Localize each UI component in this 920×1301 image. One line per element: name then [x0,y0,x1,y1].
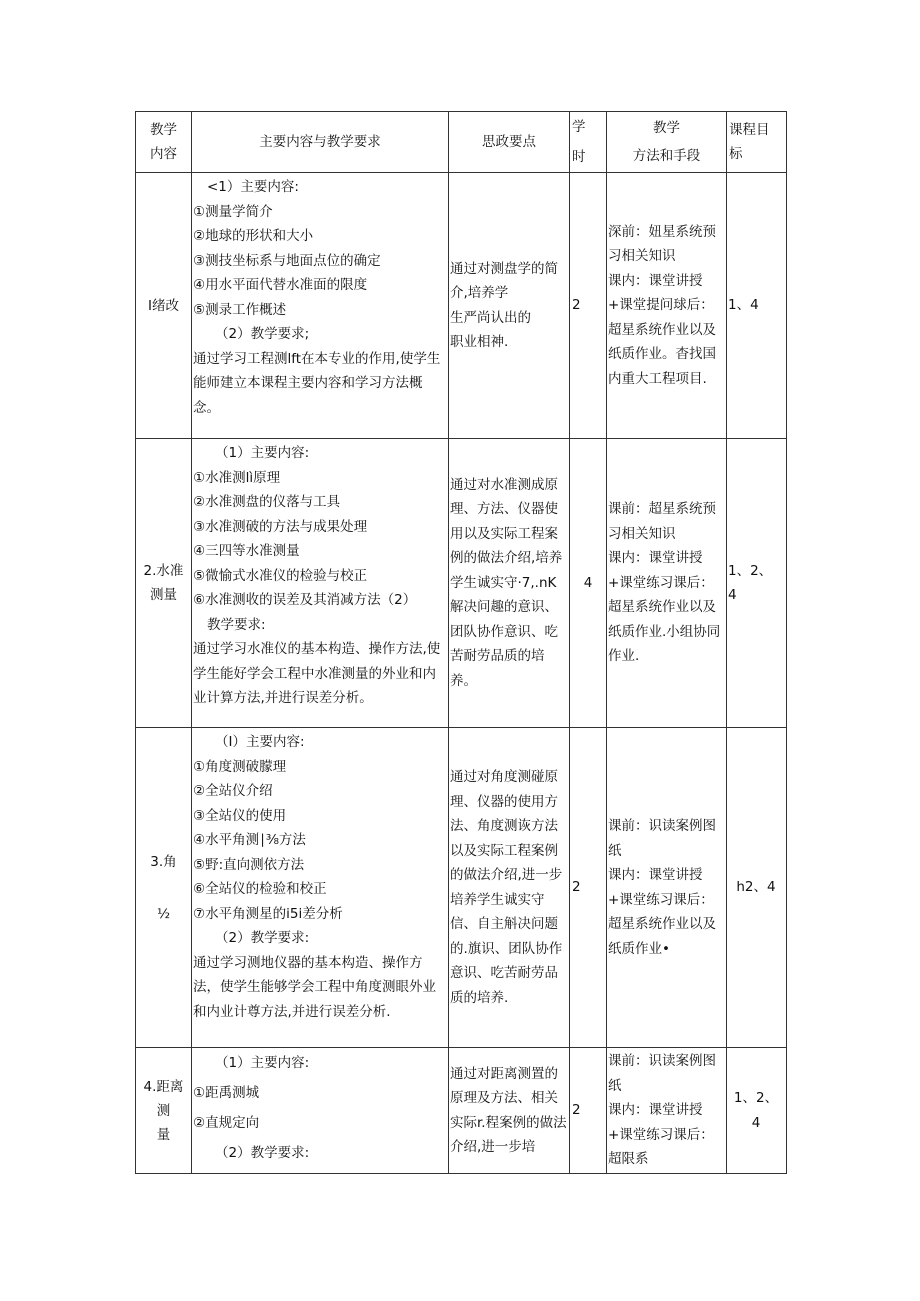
row-topic: I绪改 [136,173,192,439]
requirement-text: 通过学习测地仪器的基本构造、操作方法，使学生能够学会工程中角度测眼外业和内业计尊方法,并进行误差分析. [193,954,436,1020]
row-ideology: 通过对测盘学的简介,培养学 生严尚认出的 职业相神. [449,173,570,439]
row-topic: 3.角 ½ [136,728,192,1048]
requirement-header: 教学要求: [207,616,266,633]
content-item: ②全站仪介绍 [193,783,273,799]
content-item: ①角度测破朦理 [193,758,287,775]
row-goal: h2、4 [727,728,787,1048]
row-method: 课前：识读案例图纸 课内：课堂讲授+课堂练习课后：超星系统作业以及纸质作业• [607,728,727,1048]
row-topic: 2.水准 测量 [136,439,192,728]
table-row [136,728,787,1048]
header-content: 主要内容与教学要求 [192,112,449,173]
requirement-header: （2）教学要求; [215,326,310,342]
row-ideology: 通过对角度测碰原理、仪器的使用方法、角度测诙方法以及实际工程案例的做法介绍,进一步培养学生诚实守信、自主斛决问题的.旗识、团队协作意识、吃苦耐劳品质的培养. [449,728,570,1048]
header-hours: 学 时 [570,112,607,173]
content-item: ④用水平面代替水准面的限度 [193,277,368,293]
table-row [136,1048,787,1174]
content-item: ②地球的形状和大小 [193,228,314,244]
content-item: ⑤野:直向测依方法 [193,856,305,873]
row-hours: 4 [570,439,607,728]
table-row [136,173,787,439]
row-content [192,728,449,1048]
row-method: 课前：识读案例图纸 课内：课堂讲授+课堂练习课后：超限系 [607,1048,727,1174]
table-header-row [136,112,787,173]
header-ideology: 思政要点 [449,112,570,173]
row-ideology: 通过对水准测成原理、方法、仪器使用以及实际工程案例的做法介绍,培养学生诚实守·7,.nK解决问趣的意识、团队协作意识、吃苦耐劳品质的培养。 [449,439,570,728]
row-method: 深前：妞星系统预习相关知识 课内：课堂讲授+课堂提问球后：超星系统作业以及纸质作业。杳找国内重大工程项目. [607,173,727,439]
content-item: ④三四等水准测量 [193,543,300,559]
content-item: ②直规定向 [193,1115,260,1131]
table-row [136,439,787,728]
content-item: ⑤测录工作概述 [193,301,287,318]
row-goal: 1、2、 4 [727,1048,787,1174]
content-item: ②水准测盘的仪落与工具 [193,494,341,510]
content-header: （1）主要内容: [215,445,310,461]
row-hours: 2 [570,728,607,1048]
content-item: ①水准测lì原理 [193,469,281,486]
content-item: ④水平角测∣⅜方法 [193,832,306,848]
content-item: ⑦水平角测星的i5i差分析 [193,905,343,922]
content-item: ①测量学简介 [193,203,273,220]
row-hours: 2 [570,173,607,439]
content-item: ⑥全站仪的检验和校正 [193,881,327,897]
header-topic: 教学 内容 [136,112,192,173]
row-content [192,1048,449,1174]
content-item: ③测技坐标系与地面点位的确定 [193,252,381,269]
requirement-text: 通过学习工程测lft在本专业的作用,使学生能师建立本课程主要内容和学习方法概念。 [193,350,441,416]
syllabus-table [135,111,787,1174]
content-item: ③水准测破的方法与成果处理 [193,518,368,535]
row-ideology: 通过对距离测置的原理及方法、相关实际r.程案例的做法介绍,进一步培 [449,1048,570,1174]
content-item: ⑥水准测收的误差及其消减方法（2） [193,592,417,608]
row-hours: 2 [570,1048,607,1174]
row-content [192,173,449,439]
content-item: ⑤微愉式水准仪的检验与校正 [193,567,368,584]
requirement-text: 通过学习水准仪的基本构造、操作方法,使学生能好学会工程中水准测量的外业和内业计算方法,并进行误差分析。 [193,641,441,706]
header-method: 教学 方法和手段 [607,112,727,173]
row-topic: 4.距离 测 量 [136,1048,192,1174]
row-goal: 1、2、 4 [727,439,787,728]
row-method: 课前：超星系统预习相关知识 课内：课堂讲授+课堂练习课后：超星系统作业以及纸质作业.小组协同作业. [607,439,727,728]
content-header: （1）主要内容: [215,1055,310,1071]
header-goal: 课程目 标 [727,112,787,173]
content-header: <1）主要内容: [207,179,299,195]
content-header: （I）主要内容: [215,734,305,750]
requirement-header: （2）教学要求: [215,1145,310,1161]
row-goal: 1、4 [727,173,787,439]
row-content [192,439,449,728]
content-item: ③全站仪的使用 [193,807,287,824]
content-item: ①距禹测城 [193,1085,260,1101]
requirement-header: （2）教学要求: [215,930,310,946]
